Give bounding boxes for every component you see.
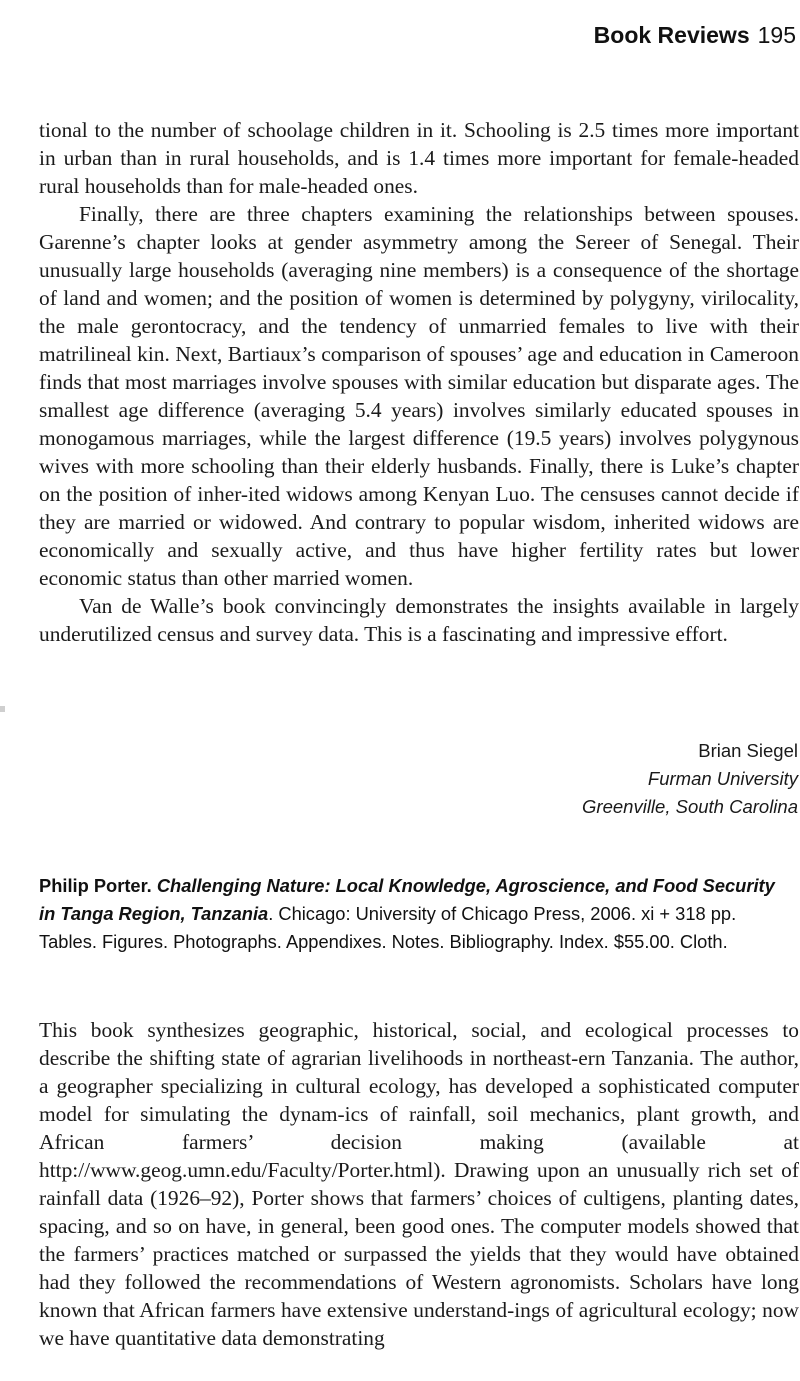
book-author: Philip Porter.: [39, 875, 152, 896]
section-title: Book Reviews: [593, 22, 750, 48]
reviewer-institution: Furman University: [647, 768, 798, 789]
margin-mark: [0, 706, 5, 712]
book-details: . Chicago: University of Chicago Press, 2006. xi + 318 pp. Tables. Figures. Photographs. Appendixes. Notes. Bibliography. Index. $55.00. Cloth.: [39, 903, 737, 952]
review-body: [39, 1016, 799, 1352]
reviewer-location: Greenville, South Carolina: [582, 796, 798, 817]
book-title: Challenging Nature: Local Knowledge, Agroscience, and Food Security in Tanga Region, Tanzania: [39, 875, 775, 924]
reviewer-signature: [582, 737, 798, 821]
page-number: 195: [757, 22, 796, 48]
paragraph-spouses: Finally, there are three chapters examining the relationships between spouses. Garenne’s chapter looks at gender asymmetry among the Sereer of Senegal. Their unusually large households (averaging nine members) is a consequence of the shortage of land and women; and the position of women is determined by polygyny, virilocality, the male gerontocracy, and the tendency of unmarried females to live with their matrilineal kin. Next, Bartiaux’s comparison of spouses’ age and education in Cameroon finds that most marriages involve spouses with similar education but disparate ages. The smallest age difference (averaging 5.4 years) involves similarly educated spouses in monogamous marriages, while the largest difference (19.5 years) involves polygynous wives with more schooling than their elderly husbands. Finally, there is Luke’s chapter on the position of inher-ited widows among Kenyan Luo. The censuses cannot decide if they are married or widowed. And contrary to popular wisdom, inherited widows are economically and sexually active, and thus have higher fertility rates but lower economic status than other married women.: [39, 202, 799, 590]
paragraph-continued: tional to the number of schoolage children in it. Schooling is 2.5 times more important in urban than in rural households, and is 1.4 times more important for female-headed rural households than for male-headed ones.: [39, 118, 799, 198]
review-body-continued: [39, 116, 799, 648]
running-head: [594, 22, 796, 49]
review-citation: [39, 872, 779, 956]
paragraph-intro: This book synthesizes geographic, historical, social, and ecological processes to describe the shifting state of agrarian livelihoods in northeast-ern Tanzania. The author, a geographer specializing in cultural ecology, has developed a sophisticated computer model for simulating the dynam-ics of rainfall, soil mechanics, plant growth, and African farmers’ decision making (available at http://www.geog.umn.edu/Faculty/Porter.html). Drawing upon an unusually rich set of rainfall data (1926–92), Porter shows that farmers’ choices of cultigens, planting dates, spacing, and so on have, in general, been good ones. The computer models showed that the farmers’ practices matched or surpassed the yields that they would have obtained had they followed the recommendations of Western agronomists. Scholars have long known that African farmers have extensive understand-ings of agricultural ecology; now we have quantitative data demonstrating: [39, 1018, 799, 1350]
reviewer-name: Brian Siegel: [698, 740, 798, 761]
paragraph-conclusion: Van de Walle’s book convincingly demonstrates the insights available in largely underutilized census and survey data. This is a fascinating and impressive effort.: [39, 594, 799, 646]
